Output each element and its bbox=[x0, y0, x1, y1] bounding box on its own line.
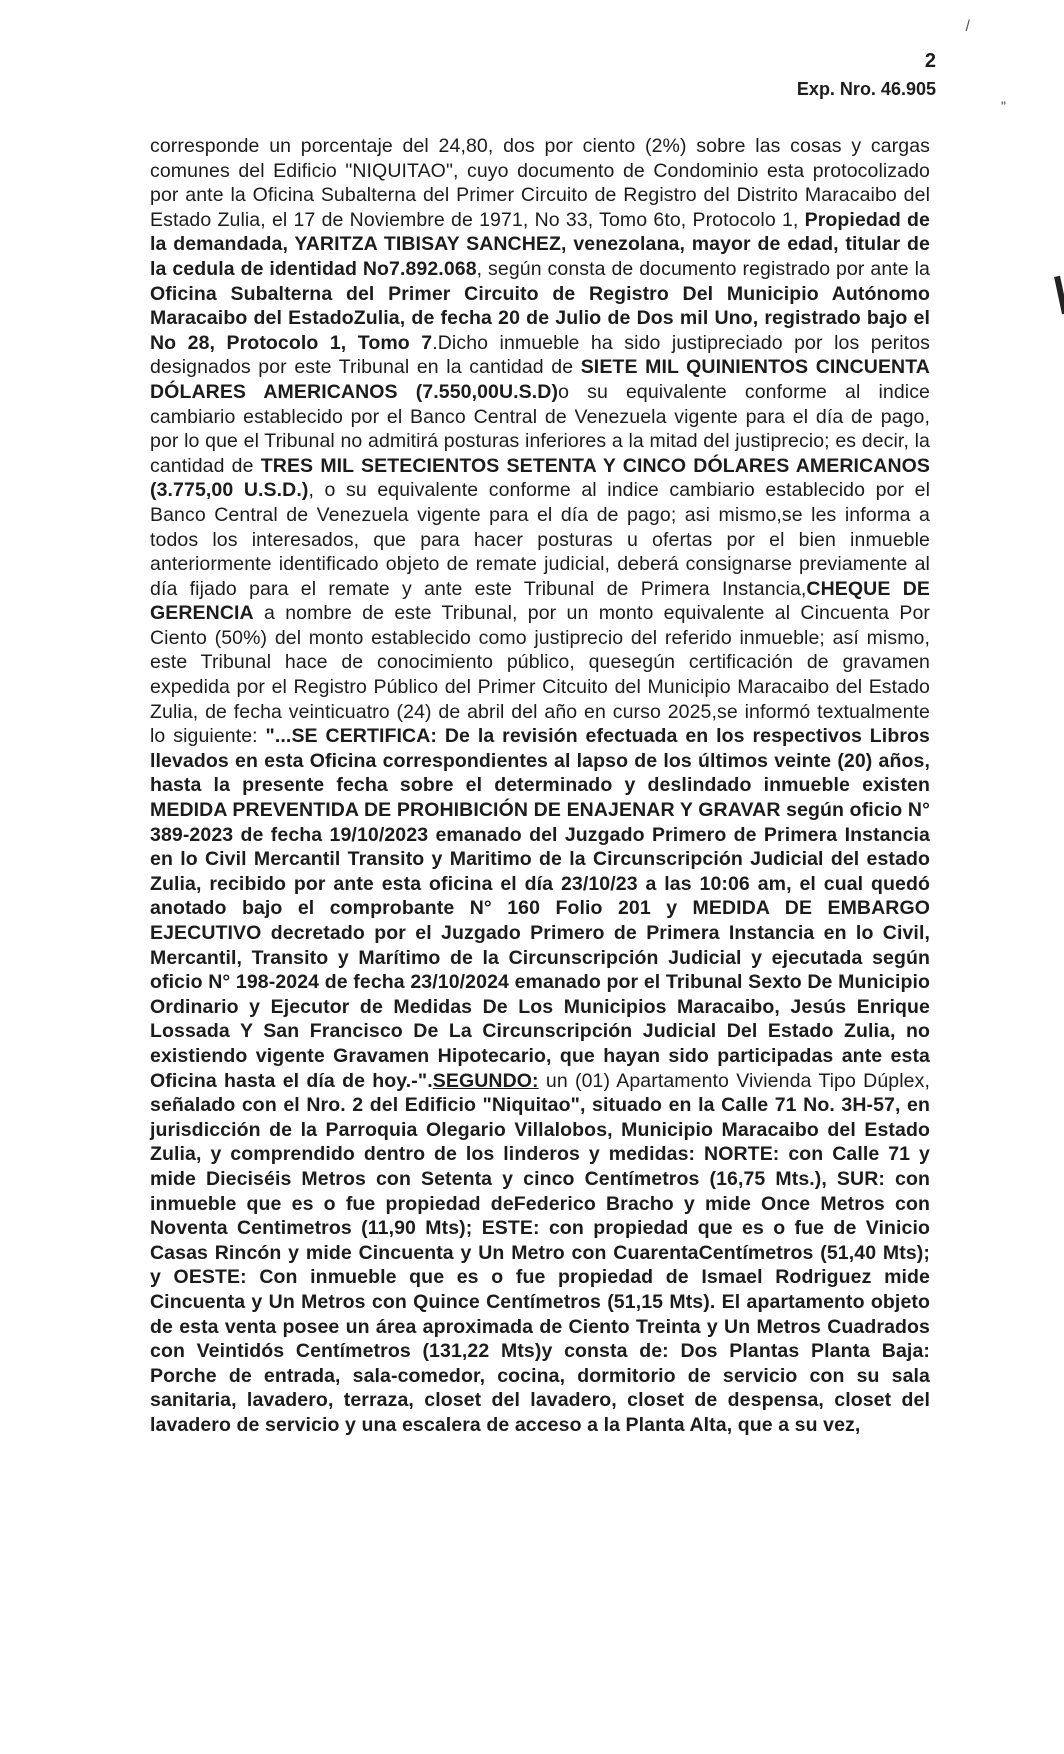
body-segment: SEGUNDO: bbox=[432, 1069, 539, 1092]
body-segment: , según consta de documento registrado por ante la bbox=[476, 257, 930, 280]
body-segment: TRES MIL SETECIENTOS SETENTA Y CINCO DÓLARES AMERICANOS (3.775,00 U.S.D.) bbox=[150, 454, 930, 502]
side-mark: " bbox=[1001, 98, 1006, 114]
body-segment: señalado con el Nro. 2 del Edificio "Niquitao", situado en la Calle 71 No. 3H-57, en jurisdicción de la Parroquia Olegario Villalobos, Municipio Maracaibo del Estado Zulia, y comprendido dentro de los linderos y medidas: NORTE: con Calle 71 y mide Dieciséis Metros con Setenta y cinco Centímetros (16,75 Mts.), SUR: con inmueble que es o fue propiedad deFederico Bracho y mide Once Metros con Noventa Centimetros (11,90 Mts); ESTE: con propiedad que es o fue de Vinicio Casas Rincón y mide Cincuenta y Un Metro con CuarentaCentímetros (51,40 Mts); y OESTE: Con inmueble que es o fue propiedad de Ismael Rodriguez mide Cincuenta y Un Metros con Quince Centímetros (51,15 Mts). El apartamento objeto de esta venta posee un área aproximada de Ciento Treinta y Un Metros Cuadrados con Veintidós Centímetros (131,22 Mts)y consta de: Dos Plantas Planta Baja: Porche de entrada, sala-comedor, cocina, dormitorio de servicio con su sala sanitaria, lavadero, terraza, closet del lavadero, closet de despensa, closet del lavadero de servicio y una escalera de acceso a la Planta Alta, que a su vez, bbox=[150, 1094, 930, 1436]
body-segment: .Dicho inmueble ha sido justipreciado por los peritos designados por este Tribunal en la cantidad de bbox=[150, 331, 930, 379]
pen-stroke-mark: / bbox=[965, 18, 970, 35]
body-segment: SIETE MIL QUINIENTOS CINCUENTA DÓLARES AMERICANOS (7.550,00U.S.D) bbox=[150, 356, 930, 403]
page-header bbox=[797, 48, 936, 102]
body-segment: corresponde un porcentaje del 24,80, dos por ciento (2%) sobre las cosas y cargas comunes del Edificio "NIQUITAO", cuyo documento de Condominio esta protocolizado por ante la Oficina Subalterna del Primer Circuito de Registro del Distrito Maracaibo del Estado Zulia, el 17 de Noviembre de 1971, No 33, Tomo 6to, Protocolo 1, bbox=[150, 135, 930, 231]
scan-edge-mark bbox=[1054, 276, 1064, 314]
document-body bbox=[150, 134, 930, 1437]
expediente-number: Exp. Nro. 46.905 bbox=[796, 79, 936, 99]
body-segment: o su equivalente conforme al indice cambiario establecido por el Banco Central de Venezuela vigente para el día de pago, por lo que el Tribunal no admitirá posturas inferiores a la mitad del justiprecio; es decir, la cantidad de bbox=[150, 380, 930, 477]
body-segment: , o su equivalente conforme al indice cambiario establecido por el Banco Central de Venezuela vigente para el día de pago; asi mismo,se les informa a todos los interesados, que para hacer posturas u ofertas por el bien inmueble anteriormente identificado objeto de remate judicial, deberá consignarse previamente al día fijado para el remate y ante este Tribunal de Primera Instancia, bbox=[150, 479, 931, 600]
page-number: 2 bbox=[924, 50, 936, 72]
body-segment: CHEQUE DE GERENCIA bbox=[150, 577, 930, 625]
body-segment: un (01) Apartamento Vivienda Tipo Dúplex, bbox=[538, 1069, 930, 1092]
body-segment: Propiedad de la demandada, YARITZA TIBISAY SANCHEZ, venezolana, mayor de edad, titular de la cedula de identidad No7.892.068 bbox=[150, 208, 930, 280]
body-segment: a nombre de este Tribunal, por un monto equivalente al Cincuenta Por Ciento (50%) del monto establecido como justiprecio del referido inmueble; así mismo, este Tribunal hace de conocimiento público, quesegún certificación de gravamen expedida por el Registro Público del Primer Citcuito del Municipio Maracaibo del Estado Zulia, de fecha veinticuatro (24) de abril del año en curso 2025,se informó textualmente lo siguiente: bbox=[150, 602, 930, 748]
body-segment: Oficina Subalterna del Primer Circuito de Registro Del Municipio Autónomo Maracaibo del EstadoZulia, de fecha 20 de Julio de Dos mil Uno, registrado bajo el No 28, Protocolo 1, Tomo 7 bbox=[150, 282, 930, 354]
body-segment: "...SE CERTIFICA: De la revisión efectuada en los respectivos Libros llevados en esta Oficina correspondientes al lapso de los últimos veinte (20) años, hasta la presente fecha sobre el determinado y deslindado inmueble existen MEDIDA PREVENTIDA DE PROHIBICIÓN DE ENAJENAR Y GRAVAR según oficio N° 389-2023 de fecha 19/10/2023 emanado del Juzgado Primero de Primera Instancia en lo Civil Mercantil Transito y Maritimo de la Circunscripción Judicial del estado Zulia, recibido por ante esta oficina el día 23/10/23 a las 10:06 am, el cual quedó anotado bajo el comprobante N° 160 Folio 201 y MEDIDA DE EMBARGO EJECUTIVO decretado por el Juzgado Primero de Primera Instancia en lo Civil, Mercantil, Transito y Marítimo de la Circunscripción Judicial y ejecutada según oficio N° 198-2024 de fecha 23/10/2024 emanado por el Tribunal Sexto De Municipio Ordinario y Ejecutor de Medidas De Los Municipios Maracaibo, Jesús Enrique Lossada Y San Francisco De La Circunscripción Judicial Del Estado Zulia, no existiendo vigente Gravamen Hipotecario, que hayan sido participadas ante esta Oficina hasta el día de hoy.-". bbox=[150, 725, 930, 1092]
